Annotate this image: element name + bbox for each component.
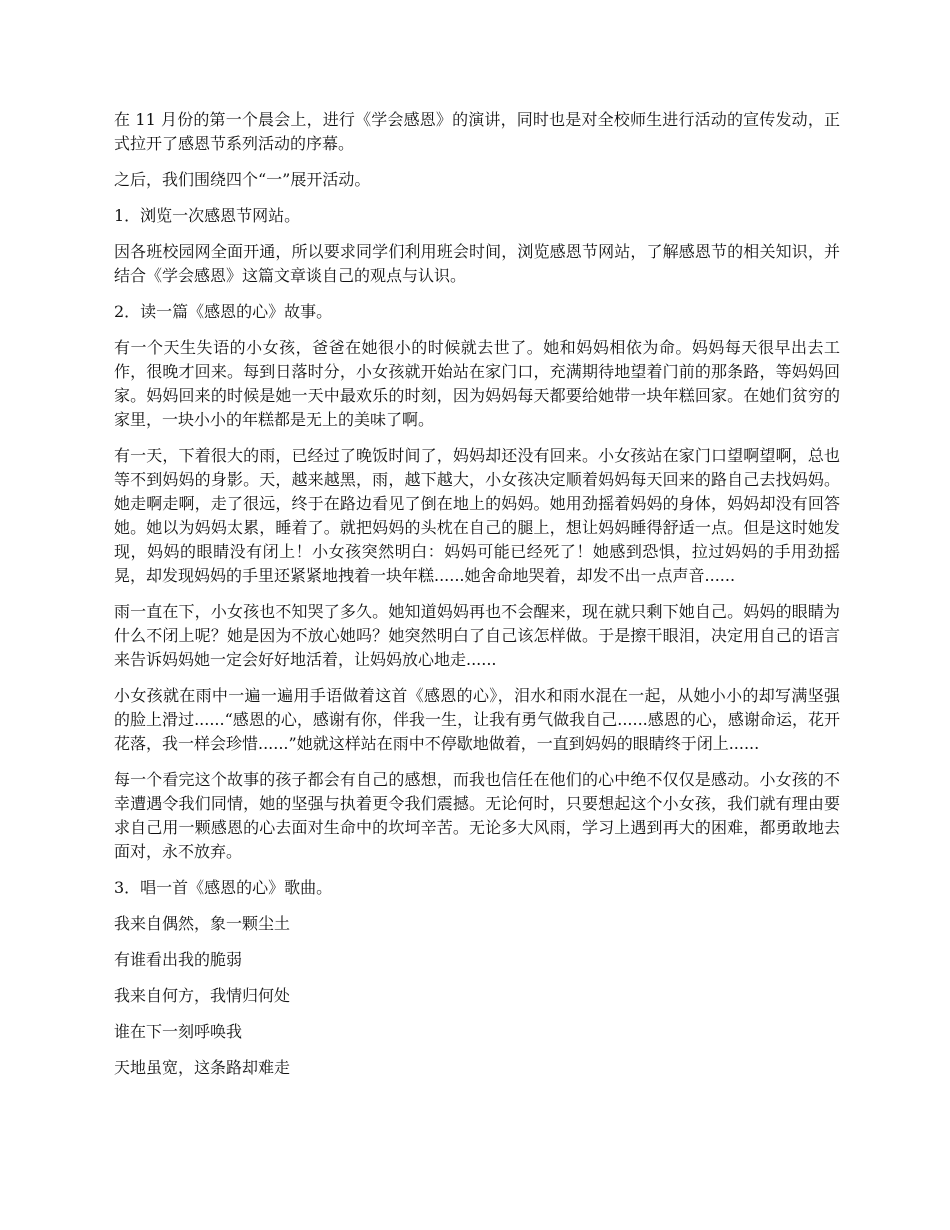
- intro-paragraph: 在 11 月份的第一个晨会上，进行《学会感恩》的演讲，同时也是对全校师生进行活动的宣传发动，正式拉开了感恩节系列活动的序幕。: [114, 110, 840, 153]
- lyric-line-4: 谁在下一刻呼唤我: [114, 1022, 243, 1041]
- story-paragraph-1: 有一个天生失语的小女孩，爸爸在她很小的时候就去世了。她和妈妈相依为命。妈妈每天很早出去工作，很晚才回来。每到日落时分，小女孩就开始站在家门口，充满期待地望着门前的那条路，等妈妈回家。妈妈回来的时候是她一天中最欢乐的时刻，因为妈妈每天都要给她带一块年糕回家。在她们贫穷的家里，一块小小的年糕都是无上的美味了啊。: [114, 338, 840, 429]
- section-heading-3: 3．唱一首《感恩的心》歌曲。: [114, 878, 333, 897]
- lyric-line-1: 我来自偶然，象一颗尘土: [114, 914, 291, 933]
- lyric-line-2: 有谁看出我的脆弱: [114, 950, 243, 969]
- story-paragraph-2: 有一天，下着很大的雨，已经过了晚饭时间了，妈妈却还没有回来。小女孩站在家门口望啊望啊，总也等不到妈妈的身影。天，越来越黑，雨，越下越大，小女孩决定顺着妈妈每天回来的路自己去找妈妈。她走啊走啊，走了很远，终于在路边看见了倒在地上的妈妈。她用劲摇着妈妈的身体，妈妈却没有回答她。她以为妈妈太累，睡着了。就把妈妈的头枕在自己的腿上，想让妈妈睡得舒适一点。但是这时她发现，妈妈的眼睛没有闭上！小女孩突然明白：妈妈可能已经死了！她感到恐惧，拉过妈妈的手用劲摇晃，却发现妈妈的手里还紧紧地拽着一块年糕......她舍命地哭着，却发不出一点声音......: [114, 446, 840, 585]
- reflection-paragraph: 每一个看完这个故事的孩子都会有自己的感想，而我也信任在他们的心中绝不仅仅是感动。小女孩的不幸遭遇令我们同情，她的坚强与执着更令我们震撼。无论何时，只要想起这个小女孩，我们就有理由要求自己用一颗感恩的心去面对生命中的坎坷辛苦。无论多大风雨，学习上遇到再大的困难，都勇敢地去面对，永不放弃。: [114, 770, 840, 861]
- website-paragraph: 因各班校园网全面开通，所以要求同学们利用班会时间，浏览感恩节网站，了解感恩节的相关知识，并结合《学会感恩》这篇文章谈自己的观点与认识。: [114, 242, 840, 285]
- lyric-line-3: 我来自何方，我情归何处: [114, 986, 291, 1005]
- document-page: [114, 108, 840, 1092]
- section-heading-2: 2．读一篇《感恩的心》故事。: [114, 302, 333, 321]
- story-paragraph-4: 小女孩就在雨中一遍一遍用手语做着这首《感恩的心》，泪水和雨水混在一起，从她小小的却写满坚强的脸上滑过......“感恩的心，感谢有你，伴我一生，让我有勇气做我自己......感恩的心，感谢命运，花开花落，我一样会珍惜......”她就这样站在雨中不停歇地做着，一直到妈妈的眼睛终于闭上......: [114, 686, 840, 753]
- activities-intro-paragraph: 之后，我们围绕四个“一”展开活动。: [114, 170, 371, 189]
- lyric-line-5: 天地虽宽，这条路却难走: [114, 1058, 291, 1077]
- story-paragraph-3: 雨一直在下，小女孩也不知哭了多久。她知道妈妈再也不会醒来，现在就只剩下她自己。妈妈的眼睛为什么不闭上呢？她是因为不放心她吗？她突然明白了自己该怎样做。于是擦干眼泪，决定用自己的语言来告诉妈妈她一定会好好地活着，让妈妈放心地走......: [114, 602, 840, 669]
- section-heading-1: 1．浏览一次感恩节网站。: [114, 206, 301, 225]
